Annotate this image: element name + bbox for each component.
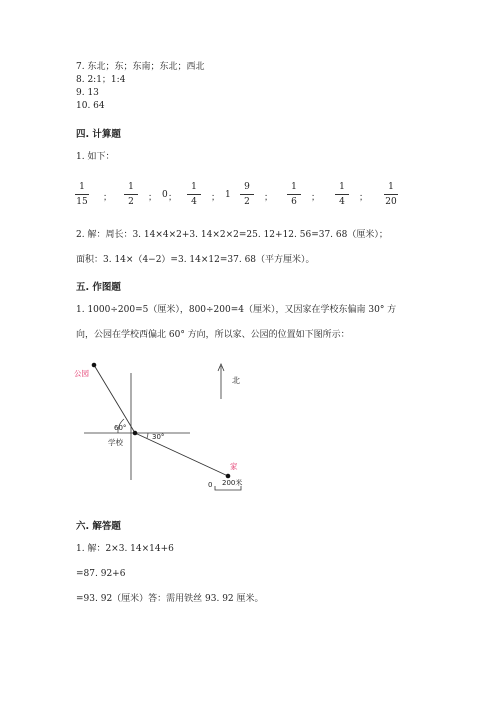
fraction-numerator: 9 (244, 182, 250, 192)
fraction-denominator: 15 (76, 197, 88, 207)
school-park-line (94, 365, 135, 433)
separator: ； (148, 193, 158, 203)
fraction-denominator: 20 (385, 197, 397, 207)
angle-60-label: 60° (114, 424, 127, 432)
fraction-denominator: 2 (244, 197, 250, 207)
north-label: 北 (232, 376, 240, 385)
fraction-2 (121, 182, 141, 207)
park-point (92, 363, 97, 368)
school-label: 学校 (108, 438, 123, 447)
separator: ； (359, 193, 369, 203)
fraction-3 (184, 182, 204, 207)
position-diagram (0, 355, 500, 505)
section-5-line2: 向，公园在学校西偏北 60° 方向，所以家、公园的位置如下图所示： (76, 330, 350, 340)
fraction-7 (381, 182, 401, 207)
park-label: 公园 (74, 369, 89, 378)
separator: ； (211, 193, 221, 203)
whole-one: 1 (225, 190, 231, 200)
angle-arc-30 (147, 433, 148, 438)
section-5-title: 五. 作图题 (76, 282, 121, 293)
school-point (133, 431, 138, 436)
angle-30-label: 30° (152, 433, 165, 441)
separator: ； (168, 193, 178, 203)
fraction-denominator: 4 (191, 197, 197, 207)
answer-9: 9. 13 (76, 88, 99, 98)
answer-10: 10. 64 (76, 101, 105, 111)
section-4-q2-line1: 2. 解：周长：3. 14×4×2+3. 14×2×2=25. 12+12. 56=37. 68（厘米）； (76, 230, 388, 240)
whole-zero: 0 (162, 190, 168, 200)
section-4-q1-intro: 1. 如下： (76, 152, 115, 162)
section-6-line1: 1. 解：2×3. 14×14+6 (76, 544, 174, 554)
fraction-denominator: 4 (339, 197, 345, 207)
section-6-line2: =87. 92+6 (76, 569, 126, 579)
separator: ； (311, 193, 321, 203)
home-point (226, 474, 231, 479)
fraction-1 (72, 182, 92, 207)
fraction-numerator: 1 (128, 182, 134, 192)
section-6-line3: =93. 92（厘米）答：需用铁丝 93. 92 厘米。 (76, 594, 264, 604)
fraction-numerator: 1 (79, 182, 85, 192)
school-home-line (135, 433, 228, 476)
fraction-numerator: 1 (191, 182, 197, 192)
fraction-numerator: 1 (388, 182, 394, 192)
fraction-4 (237, 182, 257, 207)
fraction-6 (332, 182, 352, 207)
separator: ； (103, 193, 113, 203)
fraction-numerator: 1 (339, 182, 345, 192)
answer-8: 8. 2:1；1:4 (76, 75, 126, 85)
fraction-5 (284, 182, 304, 207)
fraction-denominator: 2 (128, 197, 134, 207)
scale-label: 200米 (222, 479, 243, 487)
section-6-title: 六. 解答题 (76, 521, 121, 532)
answer-7: 7. 东北；东；东南；东北；西北 (76, 62, 205, 72)
fraction-denominator: 6 (291, 197, 297, 207)
section-5-line1: 1. 1000÷200=5（厘米），800÷200=4（厘米），又因家在学校东偏南 30° 方 (76, 305, 397, 315)
separator: ； (264, 193, 274, 203)
home-label: 家 (230, 462, 238, 471)
fraction-numerator: 1 (291, 182, 297, 192)
section-4-q2-line2: 面积：3. 14×（4−2）=3. 14×12=37. 68（平方厘米）。 (76, 255, 315, 265)
section-4-title: 四. 计算题 (76, 129, 121, 140)
scale-zero: 0 (208, 481, 213, 489)
